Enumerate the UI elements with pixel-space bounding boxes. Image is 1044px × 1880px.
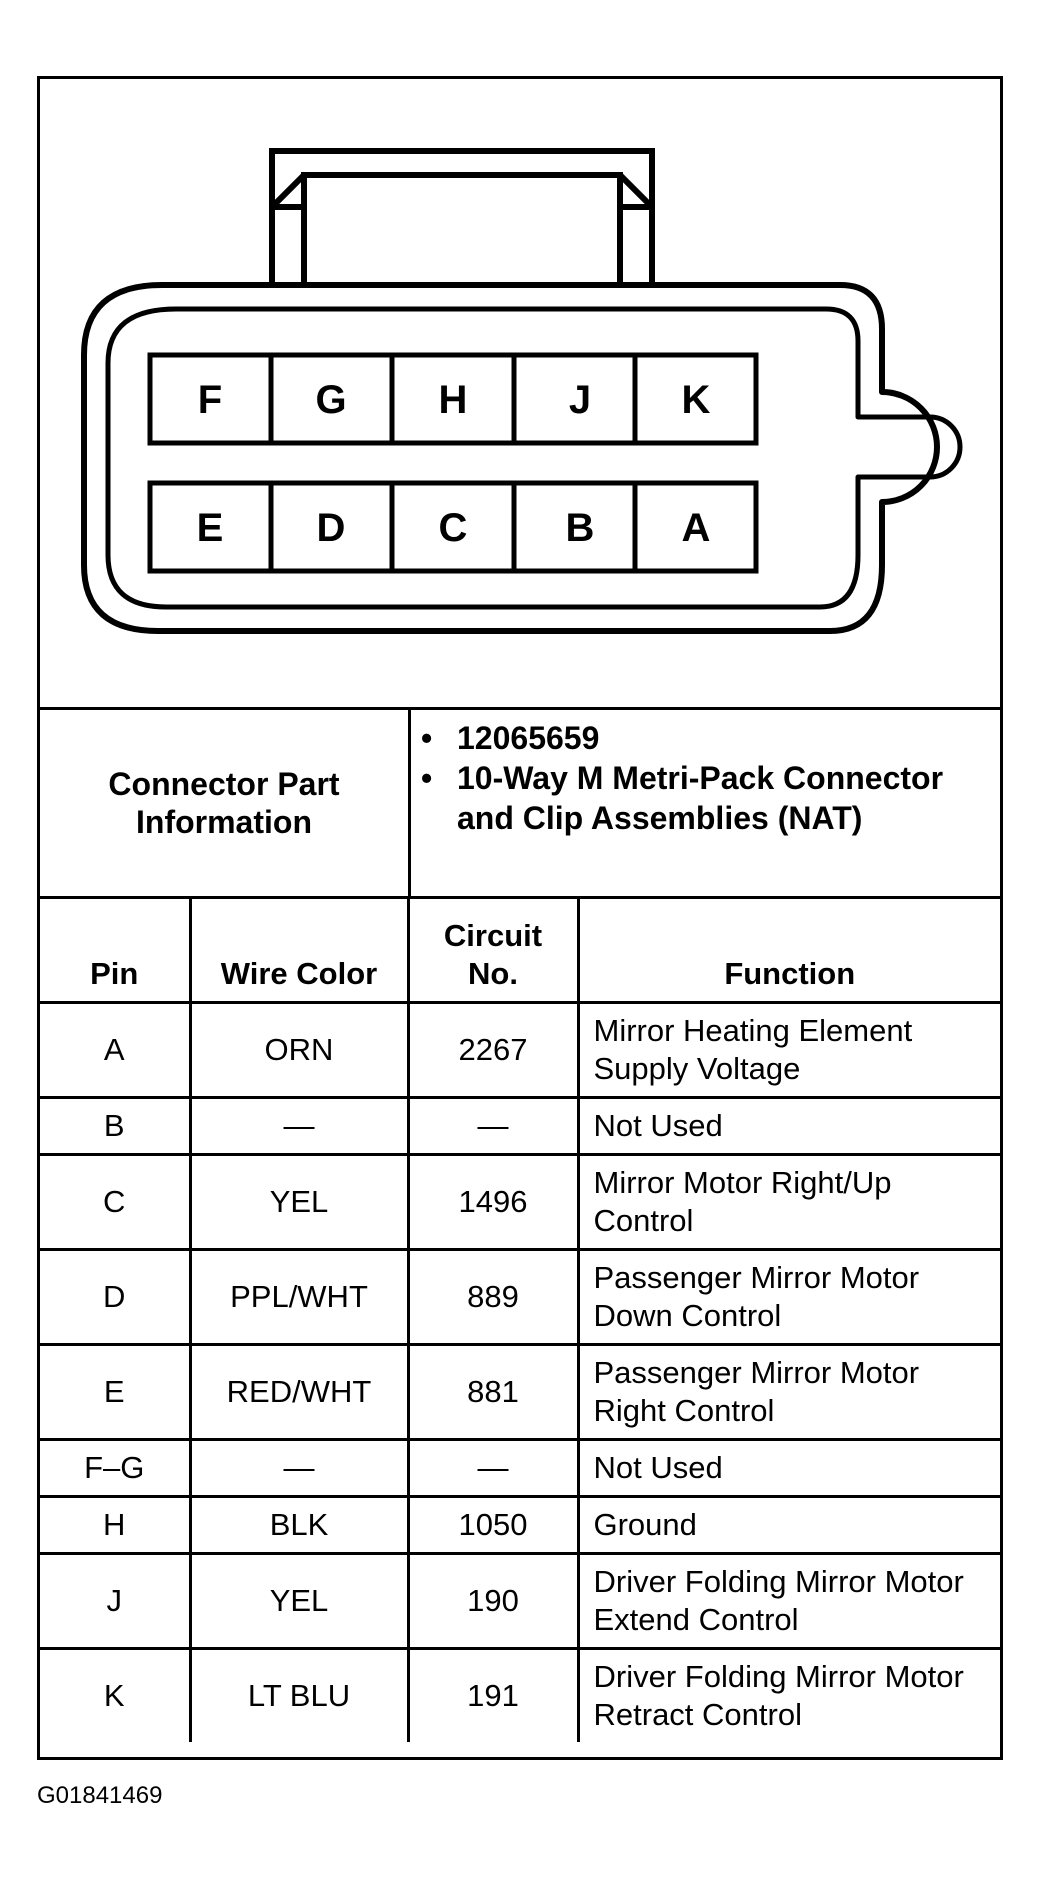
pin-label-a: A [681, 506, 711, 550]
circuit-cell: — [408, 1440, 578, 1497]
function-cell: Not Used [578, 1440, 1000, 1497]
pin-label-j: J [568, 378, 592, 422]
connector-latch [272, 151, 652, 285]
pin-label-c: C [438, 506, 468, 550]
pin-label-h: H [438, 378, 468, 422]
pin-cell: K [40, 1649, 190, 1743]
table-row [40, 1250, 1000, 1345]
wire-color-cell: LT BLU [190, 1649, 408, 1743]
header-function: Function [578, 899, 1000, 1003]
wire-color-cell: — [190, 1098, 408, 1155]
connector-part-info-list [415, 718, 995, 838]
connector-part-info-row [40, 710, 1000, 899]
function-cell: Driver Folding Mirror Motor Extend Control [578, 1554, 1000, 1649]
table-row [40, 1345, 1000, 1440]
circuit-cell: 1050 [408, 1497, 578, 1554]
pin-cell: H [40, 1497, 190, 1554]
table-row [40, 1440, 1000, 1497]
header-pin: Pin [40, 899, 190, 1003]
circuit-cell: — [408, 1098, 578, 1155]
function-cell: Passenger Mirror Motor Right Control [578, 1345, 1000, 1440]
table-row [40, 1155, 1000, 1250]
pin-cell: D [40, 1250, 190, 1345]
function-cell: Mirror Motor Right/Up Control [578, 1155, 1000, 1250]
table-row [40, 1649, 1000, 1743]
wire-color-cell: YEL [190, 1554, 408, 1649]
pin-cell: F–G [40, 1440, 190, 1497]
connector-description-item: • 10-Way M Metri-Pack Connector and Clip Assemblies (NAT) [415, 758, 995, 838]
pin-label-e: E [196, 506, 224, 550]
pin-table-header [40, 899, 1000, 1003]
circuit-cell: 190 [408, 1554, 578, 1649]
wire-color-cell: — [190, 1440, 408, 1497]
function-cell: Mirror Heating Element Supply Voltage [578, 1003, 1000, 1098]
pin-label-g: G [315, 378, 347, 422]
wire-color-cell: YEL [190, 1155, 408, 1250]
function-cell: Ground [578, 1497, 1000, 1554]
pin-cell: C [40, 1155, 190, 1250]
circuit-cell: 1496 [408, 1155, 578, 1250]
connector-part-info-label-text: Connector Part Information [108, 766, 340, 840]
figure-id: G01841469 [37, 1782, 163, 1809]
connector-housing-outer [84, 285, 937, 631]
connector-part-info-label [40, 710, 411, 896]
wire-color-cell: BLK [190, 1497, 408, 1554]
circuit-cell: 191 [408, 1649, 578, 1743]
pin-cell: B [40, 1098, 190, 1155]
pin-cell: A [40, 1003, 190, 1098]
header-circuit-no: Circuit No. [408, 899, 578, 1003]
pin-cell: E [40, 1345, 190, 1440]
function-cell: Passenger Mirror Motor Down Control [578, 1250, 1000, 1345]
pin-label-d: D [316, 506, 346, 550]
circuit-cell: 881 [408, 1345, 578, 1440]
wire-color-cell: PPL/WHT [190, 1250, 408, 1345]
connector-figure-frame [37, 76, 1003, 1760]
function-cell: Driver Folding Mirror Motor Retract Control [578, 1649, 1000, 1743]
table-row [40, 1098, 1000, 1155]
pin-label-f: F [197, 378, 223, 422]
wire-color-cell: ORN [190, 1003, 408, 1098]
table-row [40, 1554, 1000, 1649]
wire-color-cell: RED/WHT [190, 1345, 408, 1440]
circuit-cell: 2267 [408, 1003, 578, 1098]
pin-table [40, 899, 1000, 1742]
part-number-item: • 12065659 [415, 718, 995, 758]
pin-label-k: K [681, 378, 711, 422]
pin-label-b: B [565, 506, 595, 550]
connector-face-diagram [40, 79, 1000, 710]
header-wire-color: Wire Color [190, 899, 408, 1003]
connector-face-svg [40, 79, 1000, 707]
pin-cell: J [40, 1554, 190, 1649]
function-cell: Not Used [578, 1098, 1000, 1155]
table-row [40, 1003, 1000, 1098]
circuit-cell: 889 [408, 1250, 578, 1345]
table-row [40, 1497, 1000, 1554]
